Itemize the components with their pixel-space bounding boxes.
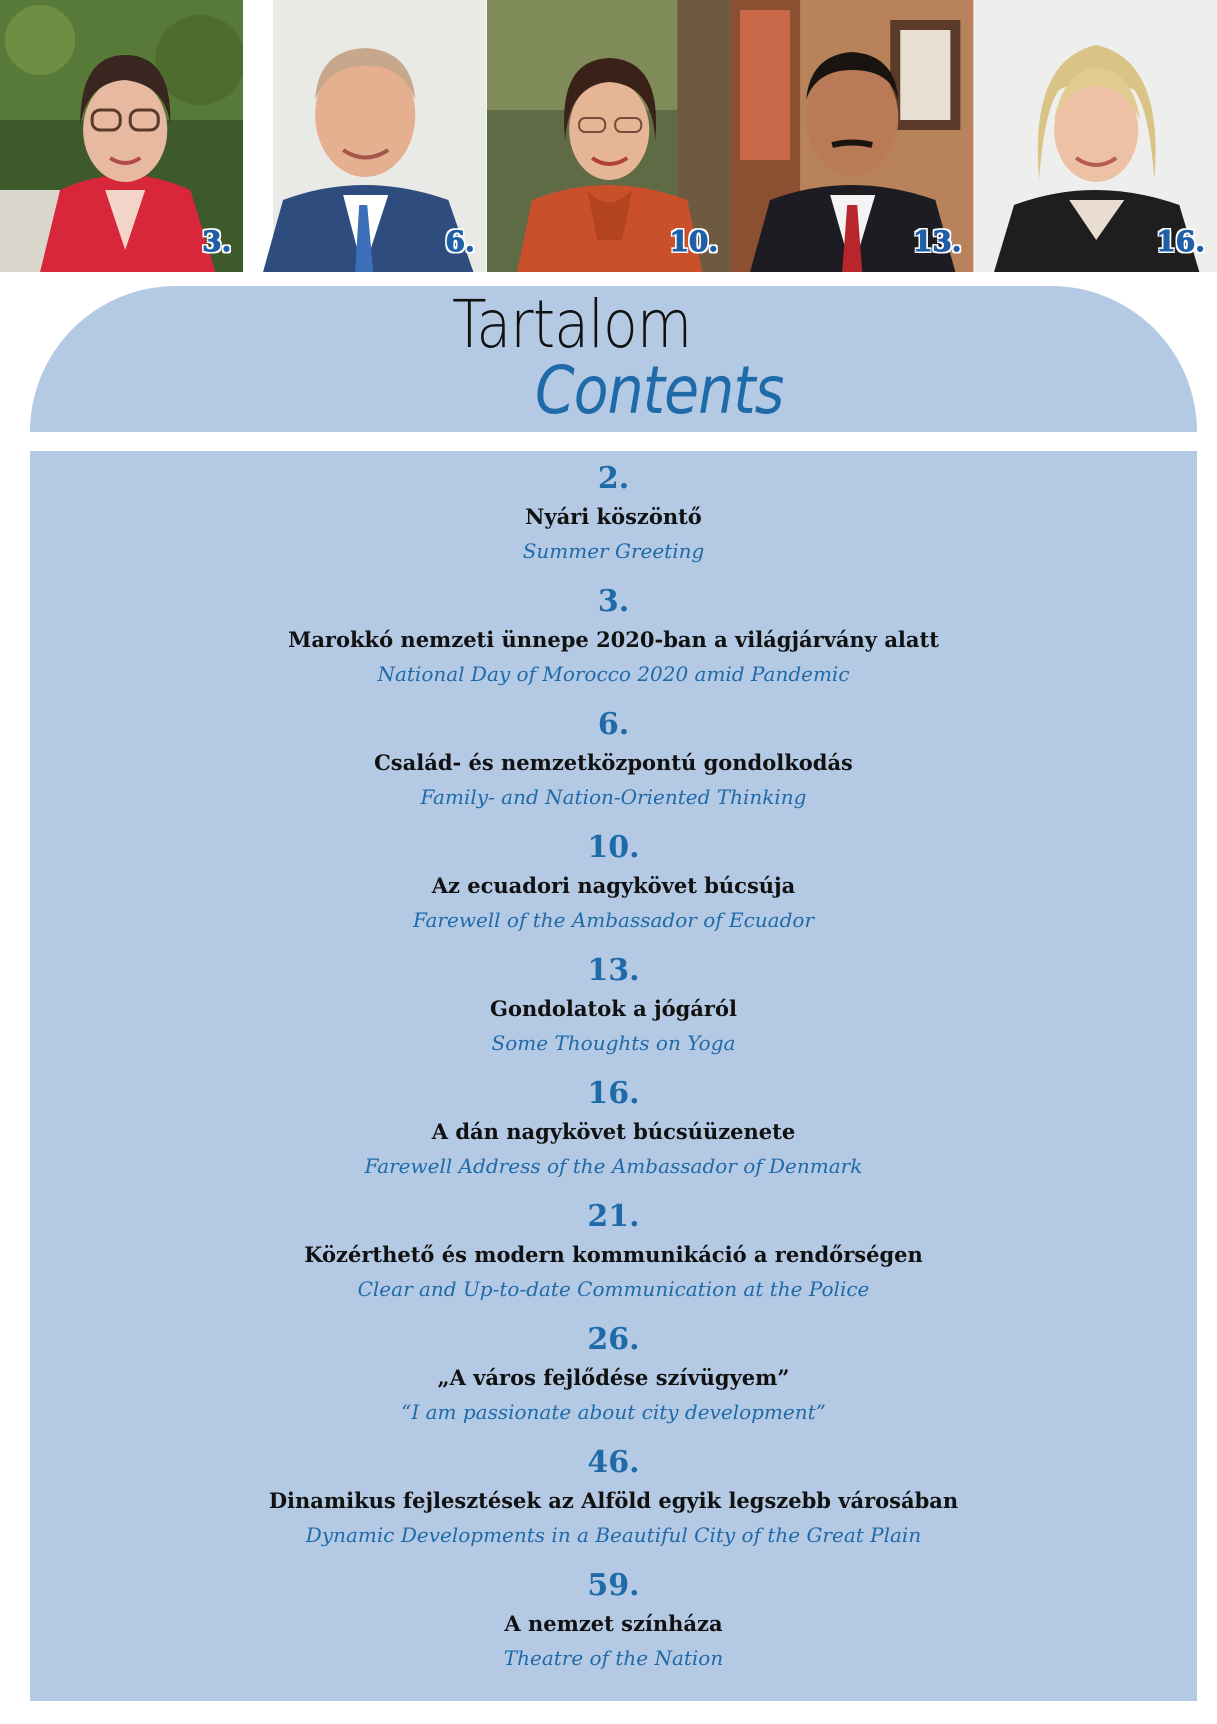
contents-list bbox=[30, 451, 1197, 1701]
entry-page-number: 16. bbox=[587, 1076, 640, 1111]
contents-header bbox=[30, 286, 1197, 432]
entry-title: A dán nagykövet búcsúüzenete bbox=[431, 1119, 796, 1144]
entry-title: Közérthető és modern kommunikáció a rendőrségen bbox=[304, 1242, 923, 1267]
contents-entry[interactable] bbox=[30, 1199, 1197, 1319]
page-title-english: Contents bbox=[535, 352, 784, 429]
entry-title: Az ecuadori nagykövet búcsúja bbox=[431, 873, 796, 898]
contents-entry[interactable] bbox=[30, 830, 1197, 950]
entry-title: Nyári köszöntő bbox=[525, 504, 702, 529]
entry-subtitle: Farewell Address of the Ambassador of Denmark bbox=[364, 1154, 863, 1178]
entry-subtitle: Clear and Up-to-date Communication at the Police bbox=[357, 1277, 870, 1301]
photo-ambassador-denmark[interactable] bbox=[974, 0, 1217, 272]
entry-subtitle: Family- and Nation-Oriented Thinking bbox=[420, 785, 807, 809]
entry-subtitle: “I am passionate about city development” bbox=[401, 1400, 826, 1424]
entry-subtitle: Some Thoughts on Yoga bbox=[491, 1031, 736, 1055]
photo-ambassador-india[interactable] bbox=[730, 0, 973, 272]
entry-page-number: 10. bbox=[587, 830, 640, 865]
photo-badge: 10. bbox=[669, 225, 719, 258]
contents-entry[interactable] bbox=[30, 1076, 1197, 1196]
photo-guest-6[interactable] bbox=[243, 0, 486, 272]
contents-entry[interactable] bbox=[30, 707, 1197, 827]
photo-badge: 16. bbox=[1156, 225, 1205, 258]
entry-page-number: 46. bbox=[587, 1445, 640, 1480]
entry-title: Marokkó nemzeti ünnepe 2020-ban a világjárvány alatt bbox=[288, 627, 939, 652]
contents-entry[interactable] bbox=[30, 1322, 1197, 1442]
page-title-hungarian: Tartalom bbox=[452, 286, 692, 363]
entry-subtitle: Dynamic Developments in a Beautiful City of the Great Plain bbox=[305, 1523, 922, 1547]
entry-title: Dinamikus fejlesztések az Alföld egyik legszebb városában bbox=[268, 1488, 959, 1513]
contents-entry[interactable] bbox=[30, 1445, 1197, 1565]
contents-entry[interactable] bbox=[30, 1568, 1197, 1688]
contents-entry[interactable] bbox=[30, 584, 1197, 704]
entry-subtitle: Summer Greeting bbox=[522, 539, 705, 563]
photo-ambassador-morocco[interactable] bbox=[0, 0, 243, 272]
entry-subtitle: Farewell of the Ambassador of Ecuador bbox=[412, 908, 814, 932]
entry-title: Család- és nemzetközpontú gondolkodás bbox=[374, 750, 853, 775]
photo-badge: 6. bbox=[445, 225, 475, 258]
entry-title: „A város fejlődése szívügyem” bbox=[437, 1365, 790, 1390]
entry-page-number: 26. bbox=[587, 1322, 640, 1357]
contents-entry[interactable] bbox=[30, 461, 1197, 581]
entry-title: Gondolatok a jógáról bbox=[490, 996, 737, 1021]
entry-page-number: 59. bbox=[587, 1568, 640, 1603]
entry-page-number: 2. bbox=[597, 461, 630, 496]
photo-ambassador-ecuador[interactable] bbox=[487, 0, 730, 272]
entry-title: A nemzet színháza bbox=[504, 1611, 723, 1636]
photo-badge: 13. bbox=[912, 225, 962, 258]
photo-badge: 3. bbox=[202, 225, 232, 258]
entry-subtitle: National Day of Morocco 2020 amid Pandemic bbox=[377, 662, 850, 686]
entry-page-number: 6. bbox=[597, 707, 630, 742]
photo-strip bbox=[0, 0, 1217, 272]
entry-page-number: 3. bbox=[597, 584, 630, 619]
entry-subtitle: Theatre of the Nation bbox=[503, 1646, 724, 1670]
entry-page-number: 21. bbox=[587, 1199, 640, 1234]
entry-page-number: 13. bbox=[587, 953, 640, 988]
contents-entry[interactable] bbox=[30, 953, 1197, 1073]
